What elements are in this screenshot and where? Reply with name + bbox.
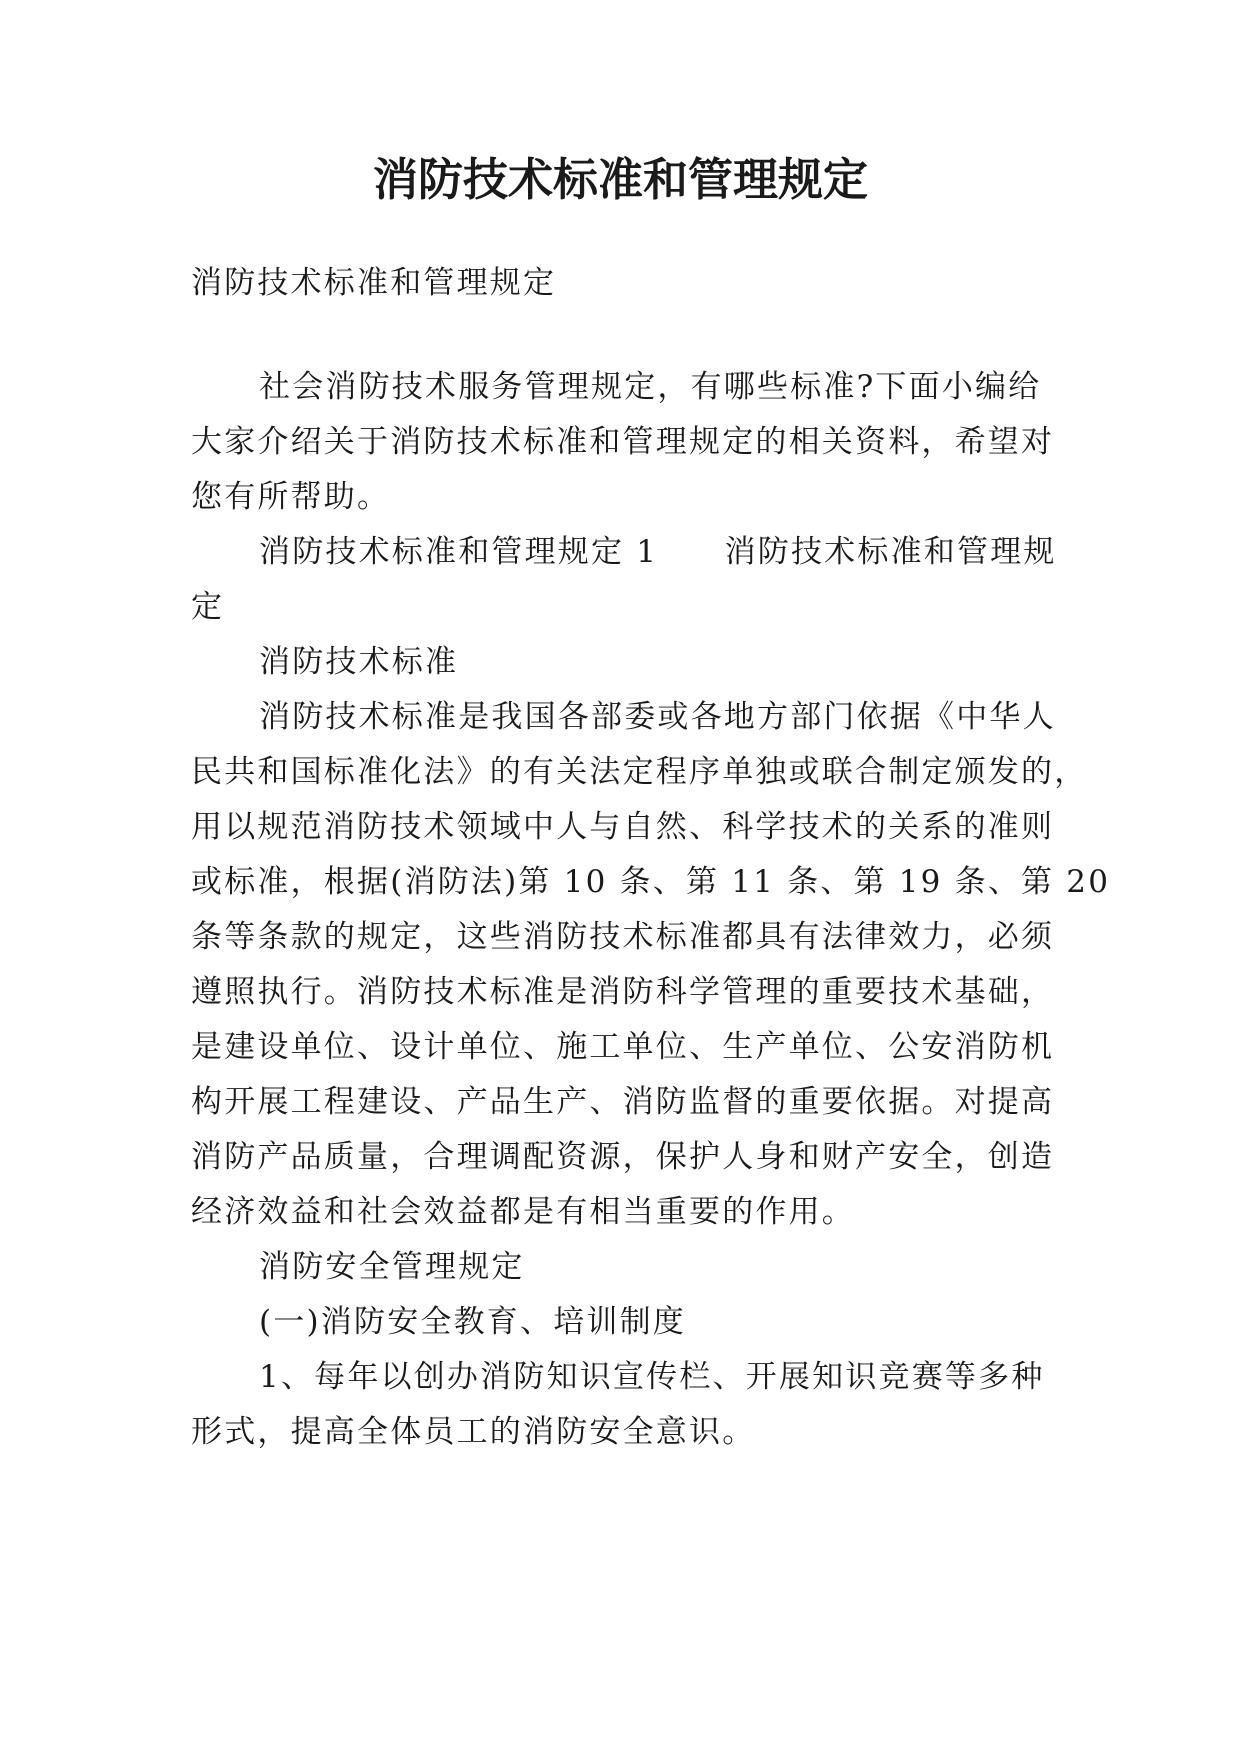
standards-body-line-6: 遵照执行。消防技术标准是消防科学管理的重要技术基础，	[191, 974, 1055, 1010]
standards-body-line-9: 消防产品质量，合理调配资源，保护人身和财产安全，创造	[191, 1139, 1055, 1175]
standards-body-line-8: 构开展工程建设、产品生产、消防监督的重要依据。对提高	[191, 1084, 1055, 1120]
education-heading: (一)消防安全教育、培训制度	[259, 1304, 686, 1340]
intro-line-3: 您有所帮助。	[191, 479, 391, 515]
standards-heading: 消防技术标准	[259, 644, 459, 680]
intro-line-1: 社会消防技术服务管理规定，有哪些标准?下面小编给	[259, 369, 1042, 405]
standards-body-line-4: 或标准，根据(消防法)第 10 条、第 11 条、第 19 条、第 20	[191, 864, 1111, 900]
standards-body-line-10: 经济效益和社会效益都是有相当重要的作用。	[191, 1194, 855, 1230]
document-subtitle: 消防技术标准和管理规定	[191, 265, 557, 301]
management-heading: 消防安全管理规定	[259, 1249, 525, 1285]
standards-body-line-7: 是建设单位、设计单位、施工单位、生产单位、公安消防机	[191, 1029, 1055, 1065]
standards-body-line-3: 用以规范消防技术领域中人与自然、科学技术的关系的准则	[191, 809, 1055, 845]
item1-line-2: 形式，提高全体员工的消防安全意识。	[191, 1414, 756, 1450]
standards-body-line-1: 消防技术标准是我国各部委或各地方部门依据《中华人	[259, 699, 1056, 735]
section-heading-line-2: 定	[191, 589, 225, 625]
section-heading-line-1: 消防技术标准和管理规定 1 消防技术标准和管理规	[259, 534, 1057, 570]
item1-line-1: 1、每年以创办消防知识宣传栏、开展知识竞赛等多种	[259, 1359, 1045, 1395]
document-title: 消防技术标准和管理规定	[372, 153, 868, 206]
standards-body-line-2: 民共和国标准化法》的有关法定程序单独或联合制定颁发的，	[191, 754, 1088, 790]
intro-line-2: 大家介绍关于消防技术标准和管理规定的相关资料，希望对	[191, 424, 1055, 460]
standards-body-line-5: 条等条款的规定，这些消防技术标准都具有法律效力，必须	[191, 919, 1055, 955]
